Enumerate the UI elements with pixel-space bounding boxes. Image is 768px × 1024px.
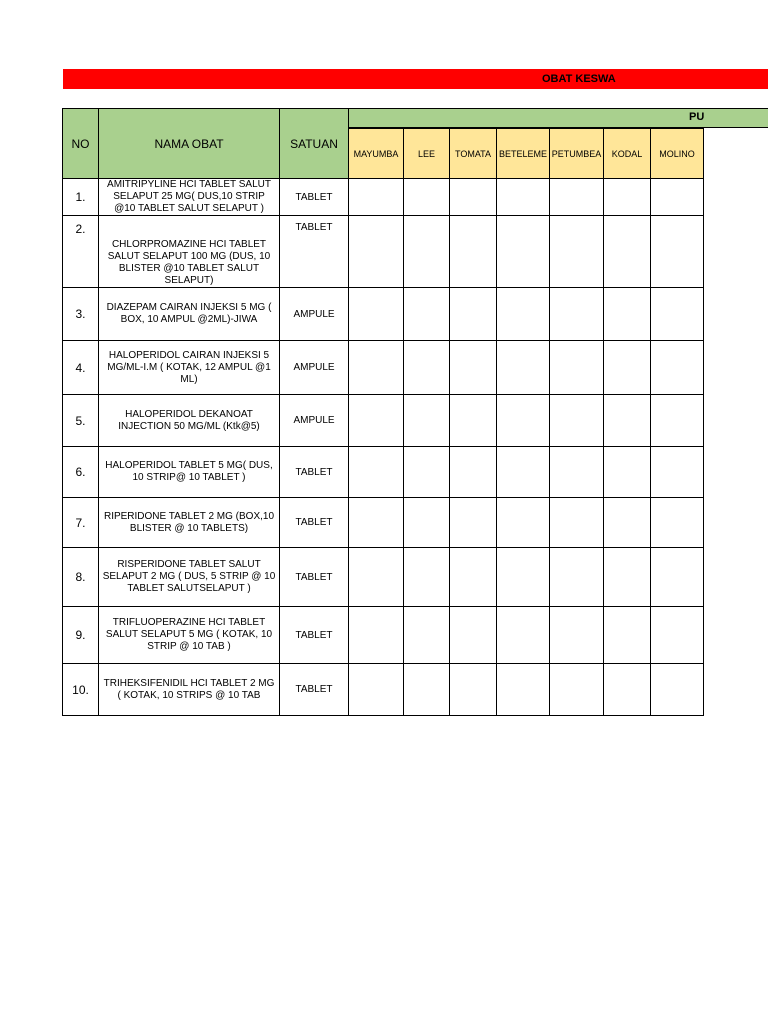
quantity-cell[interactable] — [550, 498, 604, 548]
row-number: 3. — [63, 288, 99, 341]
medicine-name: TRIHEKSIFENIDIL HCI TABLET 2 MG ( KOTAK, 10 STRIPS @ 10 TAB — [99, 664, 280, 716]
quantity-cell[interactable] — [604, 447, 651, 498]
table-row — [63, 341, 704, 395]
medicine-name: DIAZEPAM CAIRAN INJEKSI 5 MG ( BOX, 10 AMPUL @2ML)-JIWA — [99, 288, 280, 341]
quantity-cell[interactable] — [349, 498, 404, 548]
quantity-cell[interactable] — [651, 498, 704, 548]
quantity-cell[interactable] — [349, 395, 404, 447]
quantity-cell[interactable] — [651, 548, 704, 607]
row-number: 2. — [63, 216, 99, 288]
quantity-cell[interactable] — [497, 498, 550, 548]
quantity-cell[interactable] — [404, 288, 450, 341]
table-row — [63, 216, 704, 288]
header-location: MAYUMBA — [349, 129, 404, 179]
medicine-unit: AMPULE — [280, 341, 349, 395]
quantity-cell[interactable] — [604, 179, 651, 216]
quantity-cell[interactable] — [450, 498, 497, 548]
quantity-cell[interactable] — [604, 498, 651, 548]
quantity-cell[interactable] — [550, 548, 604, 607]
quantity-cell[interactable] — [450, 341, 497, 395]
row-number: 9. — [63, 607, 99, 664]
quantity-cell[interactable] — [497, 395, 550, 447]
quantity-cell[interactable] — [550, 216, 604, 288]
header-no: NO — [63, 109, 99, 179]
table-row — [63, 288, 704, 341]
table-row — [63, 664, 704, 716]
quantity-cell[interactable] — [349, 607, 404, 664]
medicine-name: HALOPERIDOL DEKANOAT INJECTION 50 MG/ML (Ktk@5) — [99, 395, 280, 447]
row-number: 6. — [63, 447, 99, 498]
quantity-cell[interactable] — [550, 607, 604, 664]
quantity-cell[interactable] — [404, 447, 450, 498]
row-number: 8. — [63, 548, 99, 607]
quantity-cell[interactable] — [450, 395, 497, 447]
quantity-cell[interactable] — [651, 664, 704, 716]
medicine-unit: TABLET — [280, 498, 349, 548]
quantity-cell[interactable] — [404, 341, 450, 395]
title-bar — [63, 69, 768, 89]
quantity-cell[interactable] — [651, 395, 704, 447]
medicine-name: HALOPERIDOL TABLET 5 MG( DUS, 10 STRIP@ 10 TABLET ) — [99, 447, 280, 498]
medicine-unit: TABLET — [280, 607, 349, 664]
table-row — [63, 447, 704, 498]
quantity-cell[interactable] — [651, 447, 704, 498]
quantity-cell[interactable] — [651, 288, 704, 341]
quantity-cell[interactable] — [450, 548, 497, 607]
row-number: 5. — [63, 395, 99, 447]
medicine-unit: TABLET — [280, 179, 349, 216]
medicine-table — [62, 108, 704, 716]
medicine-name: AMITRIPYLINE HCI TABLET SALUT SELAPUT 25 MG( DUS,10 STRIP @10 TABLET SALUT SELAPUT ) — [99, 179, 280, 216]
header-location: MOLINO — [651, 129, 704, 179]
quantity-cell[interactable] — [604, 288, 651, 341]
quantity-cell[interactable] — [497, 447, 550, 498]
header-location: BETELEME — [497, 129, 550, 179]
quantity-cell[interactable] — [450, 664, 497, 716]
quantity-cell[interactable] — [497, 341, 550, 395]
quantity-cell[interactable] — [404, 548, 450, 607]
quantity-cell[interactable] — [404, 498, 450, 548]
group-header-cell — [349, 109, 704, 129]
quantity-cell[interactable] — [550, 288, 604, 341]
quantity-cell[interactable] — [450, 447, 497, 498]
quantity-cell[interactable] — [404, 664, 450, 716]
quantity-cell[interactable] — [604, 395, 651, 447]
quantity-cell[interactable] — [404, 216, 450, 288]
sheet-title: OBAT KESWA — [542, 73, 616, 85]
quantity-cell[interactable] — [651, 607, 704, 664]
quantity-cell[interactable] — [349, 341, 404, 395]
quantity-cell[interactable] — [604, 548, 651, 607]
quantity-cell[interactable] — [550, 395, 604, 447]
quantity-cell[interactable] — [450, 179, 497, 216]
quantity-cell[interactable] — [404, 179, 450, 216]
quantity-cell[interactable] — [349, 288, 404, 341]
quantity-cell[interactable] — [349, 179, 404, 216]
medicine-unit: TABLET — [280, 548, 349, 607]
quantity-cell[interactable] — [604, 664, 651, 716]
medicine-name: HALOPERIDOL CAIRAN INJEKSI 5 MG/ML-I.M ( KOTAK, 12 AMPUL @1 ML) — [99, 341, 280, 395]
header-location: PETUMBEA — [550, 129, 604, 179]
quantity-cell[interactable] — [349, 548, 404, 607]
header-location: TOMATA — [450, 129, 497, 179]
medicine-unit: TABLET — [280, 447, 349, 498]
table-row — [63, 395, 704, 447]
row-number: 1. — [63, 179, 99, 216]
table-row — [63, 498, 704, 548]
table-row — [63, 607, 704, 664]
table-row — [63, 179, 704, 216]
medicine-name: RIPERIDONE TABLET 2 MG (BOX,10 BLISTER @ 10 TABLETS) — [99, 498, 280, 548]
quantity-cell[interactable] — [651, 179, 704, 216]
quantity-cell[interactable] — [550, 664, 604, 716]
quantity-cell[interactable] — [497, 607, 550, 664]
quantity-cell[interactable] — [651, 341, 704, 395]
quantity-cell[interactable] — [604, 341, 651, 395]
quantity-cell[interactable] — [349, 664, 404, 716]
quantity-cell[interactable] — [497, 288, 550, 341]
quantity-cell[interactable] — [349, 447, 404, 498]
medicine-name: CHLORPROMAZINE HCI TABLET SALUT SELAPUT 100 MG (DUS, 10 BLISTER @10 TABLET SALUT SELAPUT) — [99, 216, 280, 288]
quantity-cell[interactable] — [349, 216, 404, 288]
quantity-cell[interactable] — [497, 548, 550, 607]
quantity-cell[interactable] — [450, 216, 497, 288]
row-number: 7. — [63, 498, 99, 548]
quantity-cell[interactable] — [450, 288, 497, 341]
row-number: 10. — [63, 664, 99, 716]
table-row — [63, 548, 704, 607]
header-unit: SATUAN — [280, 109, 349, 179]
header-location: KODAL — [604, 129, 651, 179]
header-name: NAMA OBAT — [99, 109, 280, 179]
medicine-name: RISPERIDONE TABLET SALUT SELAPUT 2 MG ( DUS, 5 STRIP @ 10 TABLET SALUTSELAPUT ) — [99, 548, 280, 607]
quantity-cell[interactable] — [404, 607, 450, 664]
quantity-cell[interactable] — [651, 216, 704, 288]
quantity-cell[interactable] — [450, 607, 497, 664]
medicine-unit: TABLET — [280, 664, 349, 716]
quantity-cell[interactable] — [604, 216, 651, 288]
quantity-cell[interactable] — [497, 664, 550, 716]
quantity-cell[interactable] — [404, 395, 450, 447]
medicine-unit: AMPULE — [280, 288, 349, 341]
medicine-unit: TABLET — [280, 216, 349, 288]
quantity-cell[interactable] — [550, 179, 604, 216]
quantity-cell[interactable] — [550, 341, 604, 395]
quantity-cell[interactable] — [550, 447, 604, 498]
medicine-name: TRIFLUOPERAZINE HCI TABLET SALUT SELAPUT 5 MG ( KOTAK, 10 STRIP @ 10 TAB ) — [99, 607, 280, 664]
row-number: 4. — [63, 341, 99, 395]
quantity-cell[interactable] — [497, 179, 550, 216]
quantity-cell[interactable] — [497, 216, 550, 288]
header-location: LEE — [404, 129, 450, 179]
quantity-cell[interactable] — [604, 607, 651, 664]
medicine-unit: AMPULE — [280, 395, 349, 447]
group-header-label: PU — [689, 111, 705, 123]
